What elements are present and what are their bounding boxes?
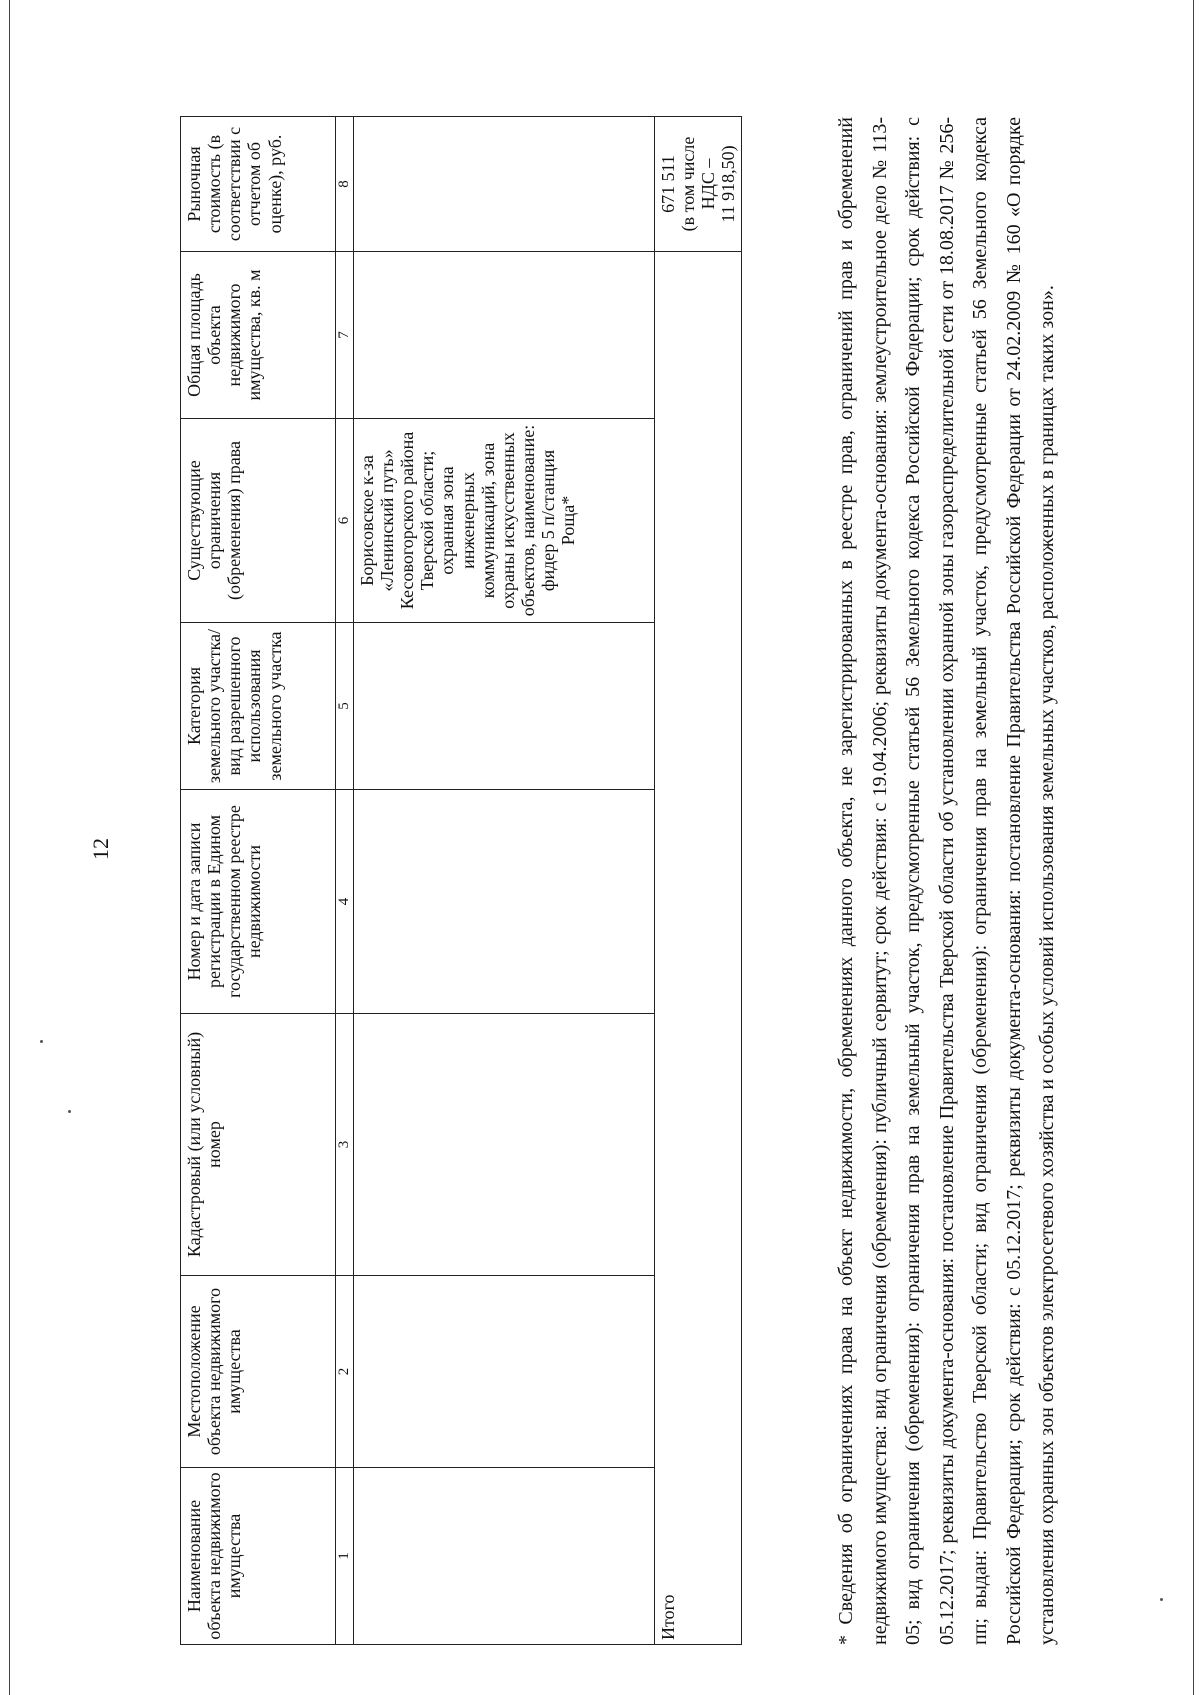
header-cell: Наименование объекта недвижимого имущества — [181, 1468, 336, 1645]
header-cell: Кадастровый (или условный) номер — [181, 1014, 336, 1276]
table-header-row — [181, 117, 336, 1645]
header-cell: Категория земельного участка/вид разрешенного использования земельного участка — [181, 623, 336, 790]
page-number: 12 — [88, 838, 113, 860]
header-cell: Номер и дата записи регистрации в Едином государственном реестре недвижимости — [181, 790, 336, 1014]
total-value-line: 11 918,50) — [718, 145, 739, 223]
total-value-line: НДС – — [698, 158, 719, 210]
cell-cadastral — [353, 1014, 654, 1276]
footnote: * Сведения об ограничениях права на объект недвижимости, обременениях данного объекта, не зарегистрированных в реестре прав, ограничений прав и обременений недвижимого имущества: вид ограничения (обременения): публичный сервитут; срок действия: с 19.04.2006; реквизиты документа-основания: землеустроительное дело № 113-05; вид ограничения (обременения): ограничения прав на земельный участок, предусмотренные статьей 56 Земельного кодекса Российской Федерации; срок действия: с 05.12.2017; реквизиты документа-основания: постановление Правительства Тверской области об установлении охранной зоны газораспределительной сети от 18.08.2017 № 256-пп; выдан: Правительство Тверской области; вид ограничения (обременения): ограничения прав на земельный участок, предусмотренные статьей 56 Земельного кодекса Российской Федерации; срок действия: с 05.12.2017; реквизиты документа-основания: постановление Правительства Российской Федерации от 24.02.2009 № 160 «О порядке установления охранных зон объектов электросетевого хозяйства и особых условий использования земельных участков, расположенных в границах таких зон». — [835, 117, 1058, 1645]
total-value-line: 671 511 — [657, 155, 678, 213]
column-number: 1 — [336, 1468, 354, 1645]
table-row — [353, 117, 654, 1645]
cell-category — [353, 623, 654, 790]
column-number: 3 — [336, 1014, 354, 1276]
cell-area — [353, 252, 654, 419]
column-number: 8 — [336, 117, 354, 252]
total-label: Итого — [654, 252, 742, 1645]
header-cell: Рыночная стоимость (в соответствии с отчетом об оценке), руб. — [181, 117, 336, 252]
column-number: 6 — [336, 419, 354, 623]
header-cell: Существующие ограничения (обременения) права — [181, 419, 336, 623]
column-number-row — [336, 117, 354, 1645]
cell-name — [353, 1468, 654, 1645]
column-number: 4 — [336, 790, 354, 1014]
cell-location — [353, 1276, 654, 1468]
column-number: 5 — [336, 623, 354, 790]
header-cell: Общая площадь объекта недвижимого имущества, кв. м — [181, 252, 336, 419]
header-cell: Местоположение объекта недвижимого имущества — [181, 1276, 336, 1468]
cell-value — [353, 117, 654, 252]
cell-restrictions: Борисовское к-за «Ленинский путь» Кесовогорского района Тверской области; охранная зона инженерных коммуникаций, зона охраны искусственных объектов, наименование: фидер 5 п/станция Роща* — [353, 419, 654, 623]
total-value — [654, 117, 742, 252]
total-value-line: (в том числе — [677, 136, 698, 232]
column-number: 2 — [336, 1276, 354, 1468]
total-row — [654, 117, 742, 1645]
property-table — [180, 116, 742, 1645]
column-number: 7 — [336, 252, 354, 419]
cell-registration — [353, 790, 654, 1014]
